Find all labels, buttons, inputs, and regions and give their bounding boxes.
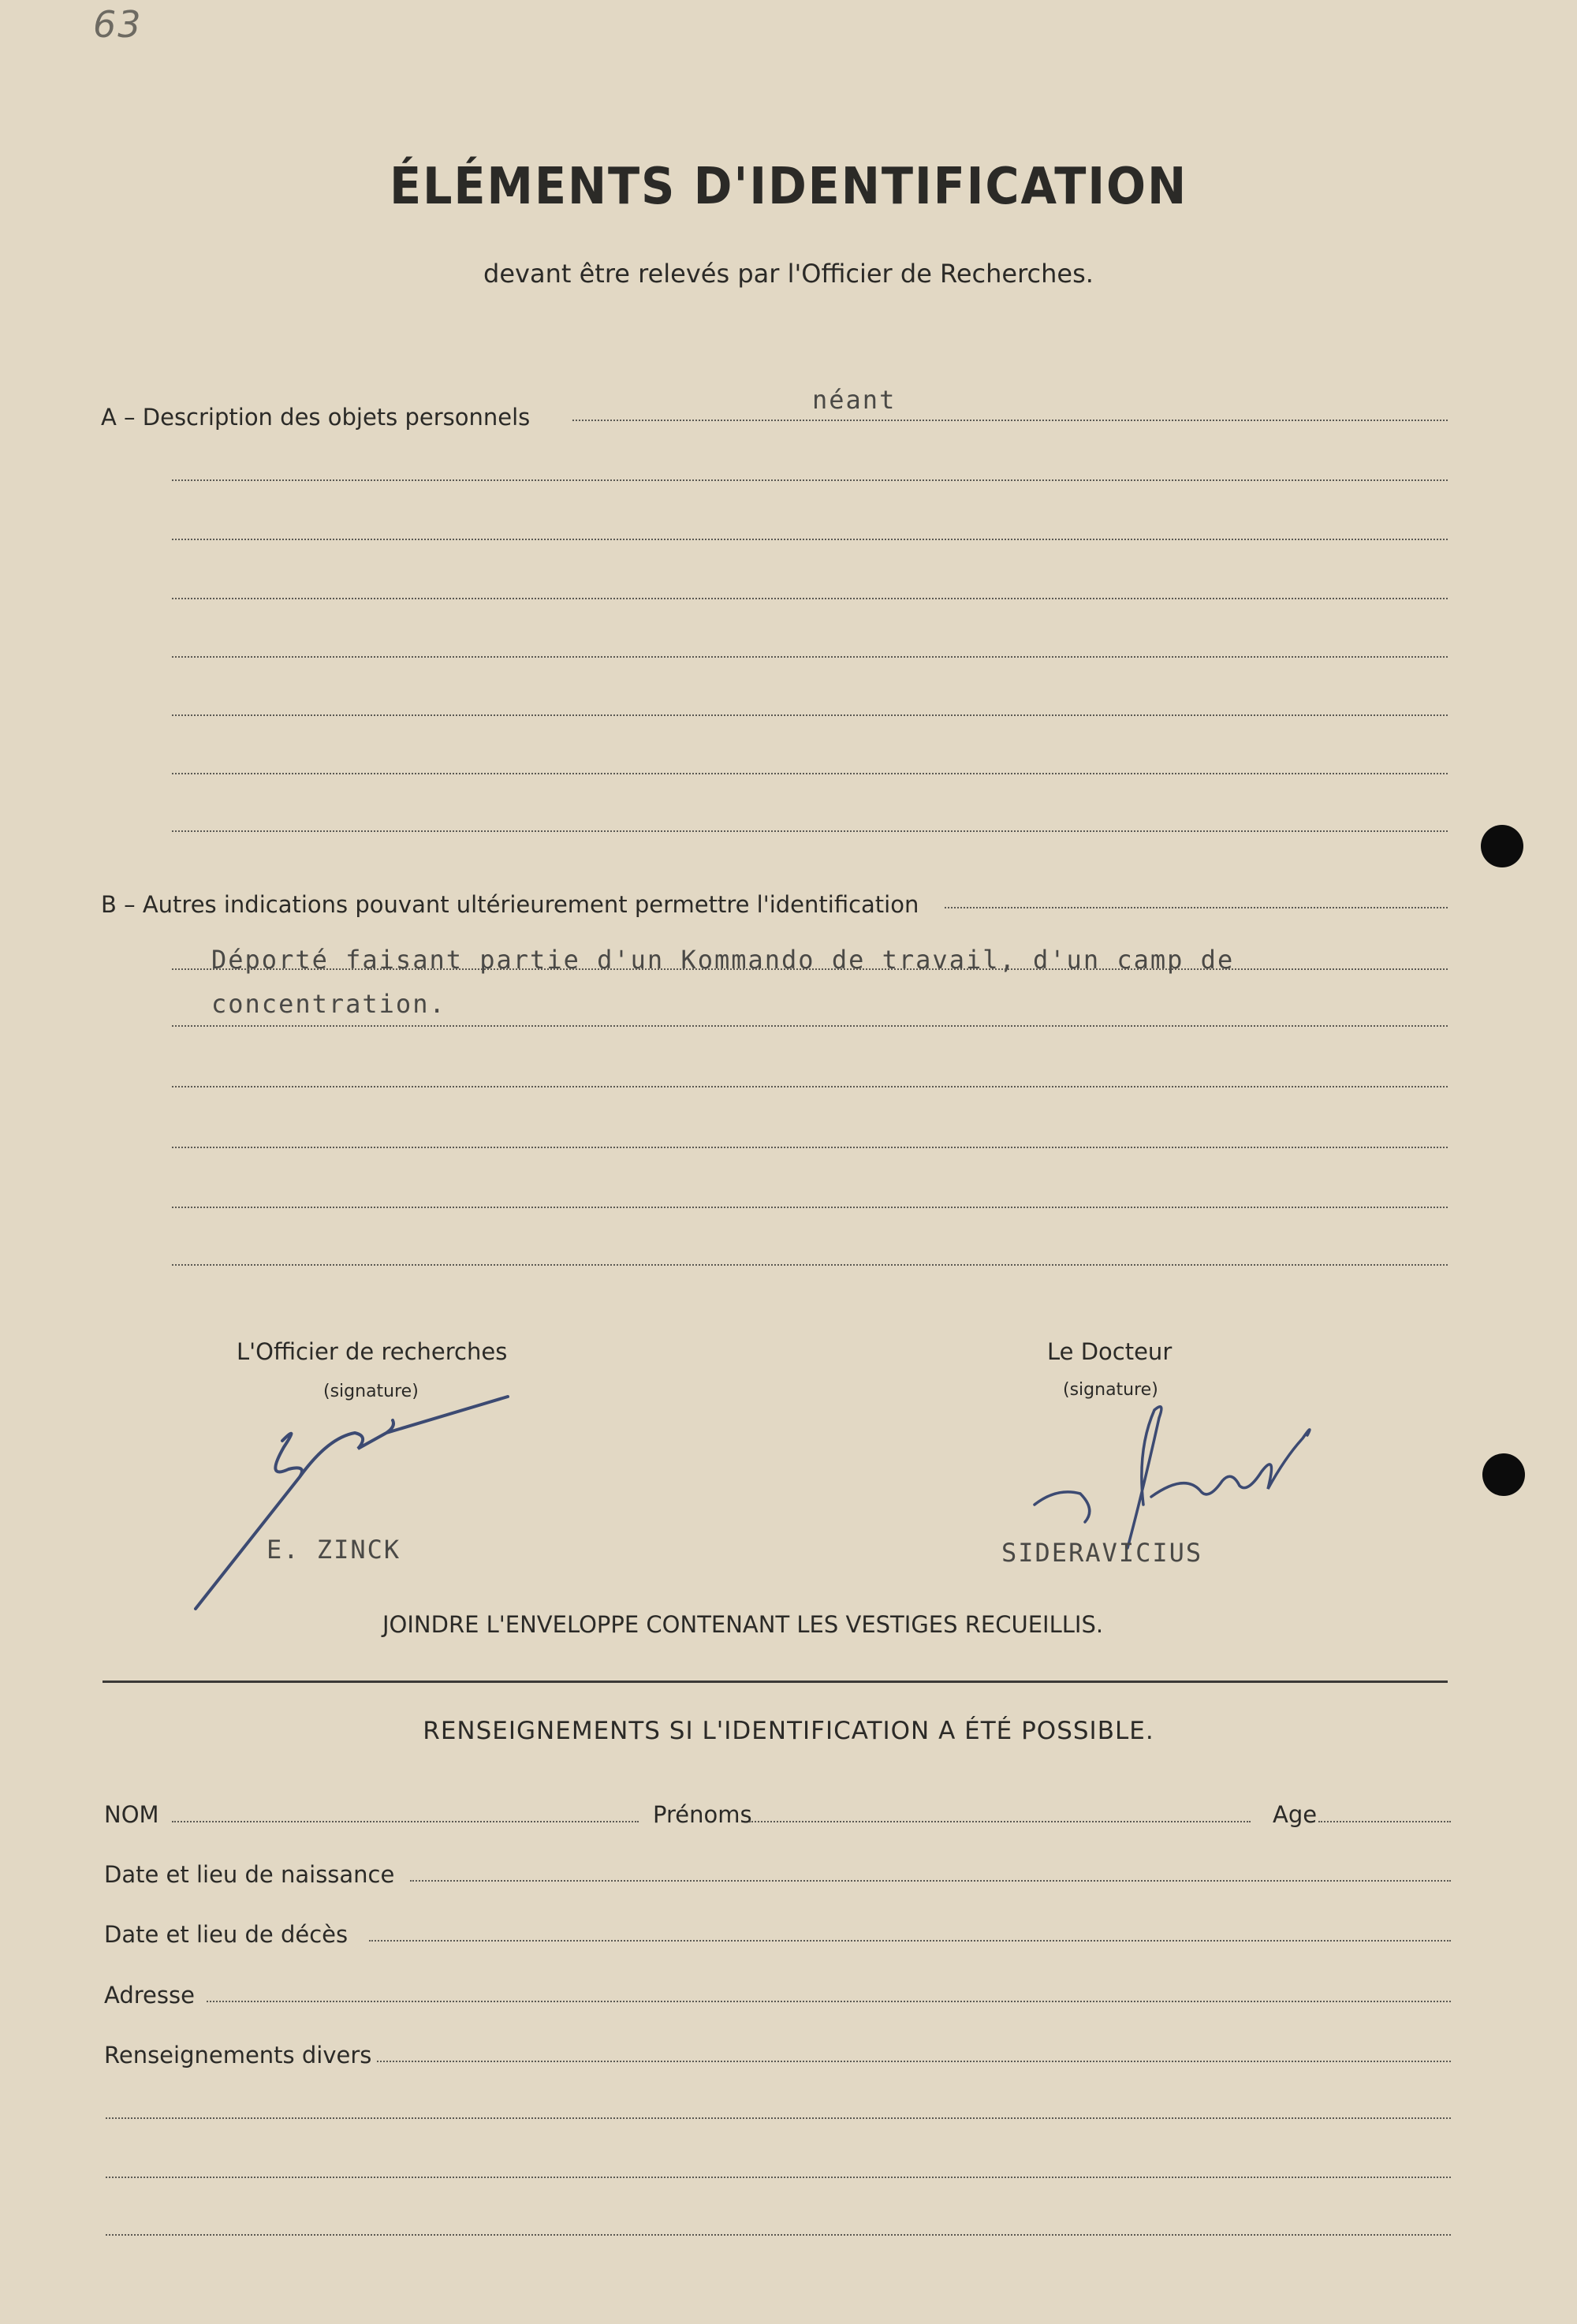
section-divider	[103, 1681, 1448, 1683]
page-subtitle: devant être relevés par l'Officier de Recherches.	[483, 259, 1094, 289]
adresse-line	[207, 2001, 1451, 2002]
join-note: JOINDRE L'ENVELOPPE CONTENANT LES VESTIGES RECUEILLIS.	[382, 1611, 1104, 1638]
age-label: Age	[1273, 1801, 1318, 1828]
section-a-line-8	[172, 830, 1448, 832]
nom-label: NOM	[104, 1801, 159, 1828]
divers-label: Renseignements divers	[104, 2042, 372, 2068]
doctor-name: SIDERAVICIUS	[1001, 1538, 1203, 1568]
naissance-line	[410, 1880, 1451, 1882]
section-b-text-2: concentration.	[211, 989, 446, 1019]
officer-signature	[189, 1392, 520, 1621]
punch-hole-top	[1481, 825, 1523, 867]
section-b-line-4	[172, 1086, 1448, 1087]
officer-title: L'Officier de recherches	[237, 1338, 508, 1365]
doctor-title: Le Docteur	[1047, 1338, 1172, 1365]
section-b-line-1	[945, 907, 1448, 908]
page-number: 63	[93, 3, 143, 46]
section-a-line-2	[172, 479, 1448, 481]
section-a-line-6	[172, 714, 1448, 716]
section-b-line-6	[172, 1207, 1448, 1208]
nom-line	[172, 1821, 639, 1822]
section-a-value: néant	[812, 385, 897, 415]
section-a-line-3	[172, 539, 1448, 540]
deces-label: Date et lieu de décès	[104, 1921, 349, 1948]
section-b-line-2	[172, 968, 1448, 970]
punch-hole-bottom	[1482, 1453, 1525, 1496]
officer-signature-caption: (signature)	[323, 1382, 419, 1401]
section-a-line-1	[572, 420, 1448, 421]
prenoms-line	[749, 1821, 1251, 1822]
section-a-label: A – Description des objets personnels	[101, 404, 531, 431]
divers-line-1	[377, 2061, 1451, 2062]
prenoms-label: Prénoms	[653, 1801, 752, 1828]
divers-line-4	[106, 2234, 1451, 2236]
officer-name: E. ZINCK	[267, 1535, 401, 1565]
age-line	[1318, 1821, 1451, 1822]
divers-line-2	[106, 2117, 1451, 2119]
section-a-line-4	[172, 598, 1448, 599]
adresse-label: Adresse	[104, 1982, 195, 2009]
section-b-label: B – Autres indications pouvant ultérieurement permettre l'identification	[101, 891, 919, 918]
section-a-line-7	[172, 773, 1448, 774]
doctor-signature-caption: (signature)	[1063, 1380, 1158, 1400]
section-b-line-7	[172, 1264, 1448, 1266]
divers-line-3	[106, 2177, 1451, 2178]
section-b-line-5	[172, 1147, 1448, 1148]
info-heading: RENSEIGNEMENTS SI L'IDENTIFICATION A ÉTÉ POSSIBLE.	[423, 1717, 1154, 1745]
section-b-text-1: Déporté faisant partie d'un Kommando de travail, d'un camp de	[211, 945, 1235, 975]
deces-line	[369, 1940, 1451, 1942]
page-title: ÉLÉMENTS D'IDENTIFICATION	[389, 158, 1188, 216]
section-b-line-3	[172, 1025, 1448, 1027]
section-a-line-5	[172, 656, 1448, 658]
naissance-label: Date et lieu de naissance	[104, 1861, 395, 1888]
